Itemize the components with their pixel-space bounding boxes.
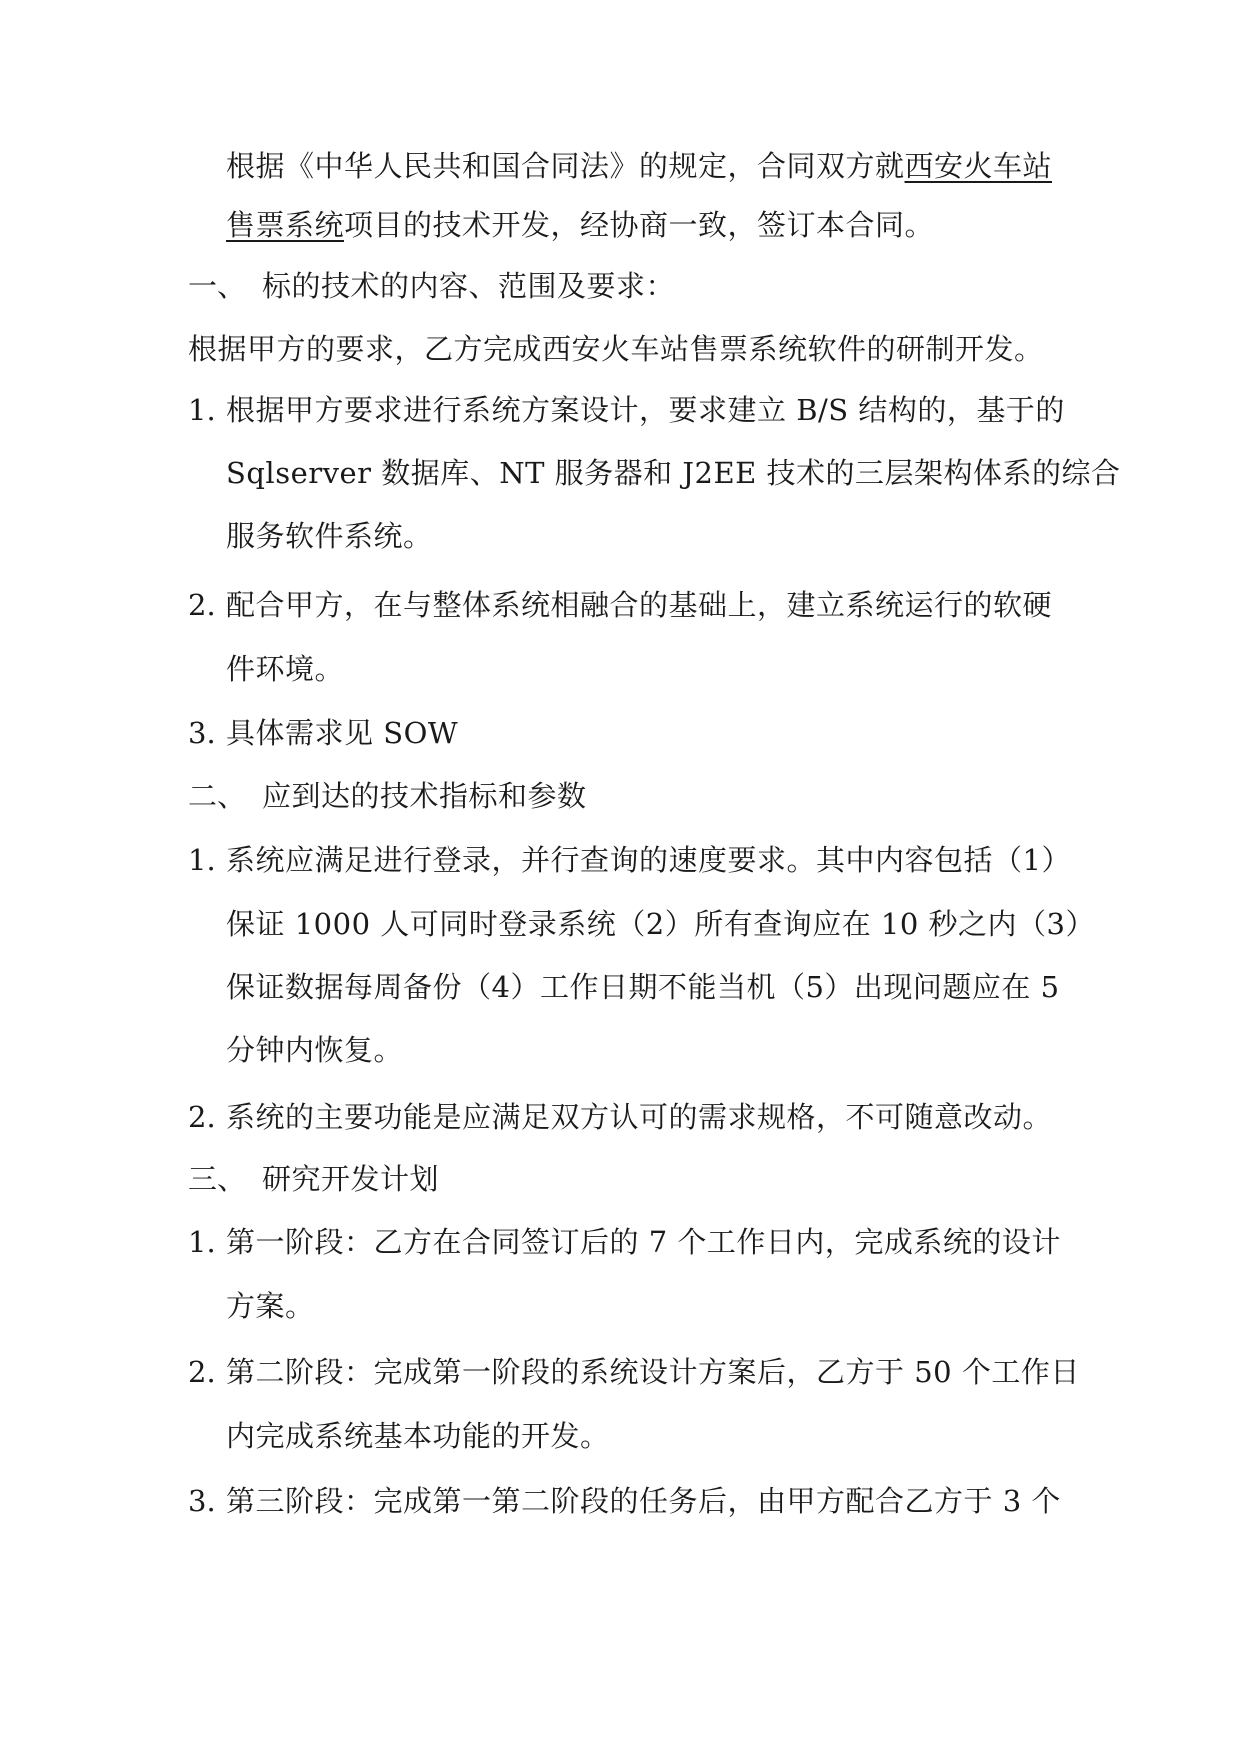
intro-line-2: [226, 205, 934, 245]
section-3-title: 研究开发计划: [262, 1162, 440, 1196]
list-item-line: Sqlserver 数据库、NT 服务器和 J2EE 技术的三层架构体系的综合: [226, 456, 1121, 490]
list-item-line: 系统应满足进行登录，并行查询的速度要求。其中内容包括（1）: [226, 843, 1071, 877]
list-item-number: 2.: [188, 1100, 216, 1134]
list-item-line: 配合甲方，在与整体系统相融合的基础上，建立系统运行的软硬: [226, 588, 1053, 622]
list-item-number: 1.: [188, 843, 216, 877]
list-item-line: 方案。: [226, 1289, 315, 1323]
list-item-line: 第二阶段：完成第一阶段的系统设计方案后，乙方于 50 个工作日: [226, 1355, 1080, 1389]
intro-text-2: 项目的技术开发，经协商一致，签订本合同。: [344, 208, 935, 242]
section-1-title: 标的技术的内容、范围及要求：: [262, 269, 676, 303]
list-item-line: 具体需求见 SOW: [226, 716, 459, 750]
list-item-line: 保证 1000 人可同时登录系统（2）所有查询应在 10 秒之内（3）: [226, 907, 1095, 941]
list-item-line: 第三阶段：完成第一第二阶段的任务后，由甲方配合乙方于 3 个: [226, 1484, 1061, 1518]
list-item-line: 内完成系统基本功能的开发。: [226, 1419, 610, 1453]
list-item-number: 2.: [188, 588, 216, 622]
list-item-line: 系统的主要功能是应满足双方认可的需求规格，不可随意改动。: [226, 1100, 1053, 1134]
list-item-number: 2.: [188, 1355, 216, 1389]
intro-line-1: [226, 146, 1052, 186]
list-item-line: 第一阶段：乙方在合同签订后的 7 个工作日内，完成系统的设计: [226, 1225, 1061, 1259]
list-item-number: 3.: [188, 716, 216, 750]
list-item-line: 根据甲方要求进行系统方案设计，要求建立 B/S 结构的，基于的: [226, 393, 1065, 427]
list-item-line: 件环境。: [226, 652, 345, 686]
project-name-part-2: 售票系统: [226, 208, 345, 242]
section-2-title: 应到达的技术指标和参数: [262, 779, 587, 813]
list-item-number: 1.: [188, 393, 216, 427]
section-1-number: 一、: [188, 269, 247, 303]
section-3-number: 三、: [188, 1162, 247, 1196]
project-name-part-1: 西安火车站: [904, 149, 1053, 183]
section-1-lead: 根据甲方的要求，乙方完成西安火车站售票系统软件的研制开发。: [188, 332, 1044, 366]
list-item-number: 1.: [188, 1225, 216, 1259]
section-2-number: 二、: [188, 779, 247, 813]
list-item-number: 3.: [188, 1484, 216, 1518]
intro-text: 根据《中华人民共和国合同法》的规定，合同双方就: [226, 149, 905, 183]
list-item-line: 服务软件系统。: [226, 519, 433, 553]
list-item-line: 保证数据每周备份（4）工作日期不能当机（5）出现问题应在 5: [226, 970, 1060, 1004]
list-item-line: 分钟内恢复。: [226, 1033, 404, 1067]
